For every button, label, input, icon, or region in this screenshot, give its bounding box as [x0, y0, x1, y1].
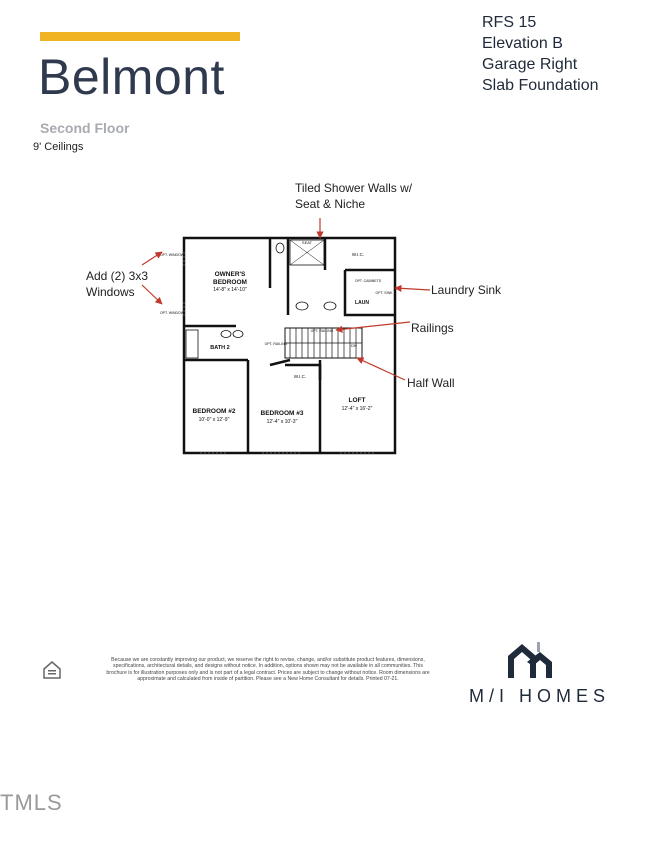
plan-title: Belmont: [38, 49, 225, 105]
opt-cabinets-label: OPT. CABINETS: [354, 279, 382, 283]
loft-label: LOFT: [348, 397, 366, 404]
ceilings-note: 9' Ceilings: [33, 141, 84, 153]
windows-note: [86, 268, 148, 300]
railings-note: Railings: [411, 321, 454, 335]
owners-bedroom-label-2: BEDROOM: [213, 279, 247, 286]
accent-bar: [40, 32, 240, 41]
opt-window-label-1: OPT. WINDOW: [159, 253, 185, 257]
equal-housing-icon: [42, 660, 62, 680]
laundry-sink-note: Laundry Sink: [431, 283, 502, 297]
spec-line-garage: Garage Right: [482, 56, 578, 73]
opt-railing-label-1: OPT. RAILING: [310, 329, 334, 333]
bedroom3-dims: 12'-4" x 10'-3": [266, 419, 298, 425]
windows-note-line-1: Add (2) 3x3: [86, 269, 149, 283]
shower-note-line-2: Seat & Niche: [295, 197, 366, 211]
floor-label: Second Floor: [40, 120, 130, 136]
half-wall-note: Half Wall: [407, 376, 455, 390]
opt-window-label-2: OPT. WINDOW: [159, 311, 185, 315]
spec-line-foundation: Slab Foundation: [482, 77, 599, 94]
windows-note-line-2: Windows: [86, 285, 135, 299]
bedroom3-label: BEDROOM #3: [260, 410, 304, 417]
owners-bedroom-label: OWNER'S: [214, 271, 246, 278]
legal-disclaimer: Because we are constantly improving our product, we reserve the right to revise, change, and/or substitute product features, dimensions, specifications, architectural details, and designs without notice. In addition, options shown may not be available in all communities. This brochure is for illustration purposes only and is not part of a legal contract. Prices are subject to change without notice. Room dimensions are approximate and calculated from inside of partition. Please see a New Home Consultant for details. Printed 07-21.: [106, 657, 430, 683]
seat-label: SEAT: [301, 240, 313, 245]
floor-plan: [140, 170, 520, 470]
wic-label-bedroom3: W.I.C.: [293, 374, 307, 379]
spec-line-rfs: RFS 15: [482, 14, 537, 31]
spec-line-elevation: Elevation B: [482, 35, 563, 52]
owners-bedroom-dims: 14'-8" x 14'-10": [213, 287, 247, 293]
bedroom2-dims: 10'-0" x 12'-9": [198, 417, 230, 423]
laundry-label: LAUN: [355, 300, 369, 306]
shower-note-line-1: Tiled Shower Walls w/: [295, 181, 413, 195]
loft-dims: 12'-4" x 16'-2": [341, 406, 373, 412]
bath2-label: BATH 2: [210, 345, 230, 351]
tmls-watermark: TMLS: [0, 790, 63, 815]
wic-label-master: W.I.C.: [351, 252, 365, 257]
brand-name: M/I HOMES: [469, 686, 611, 706]
opt-railing-label-2: OPT. RAILING: [264, 342, 288, 346]
bedroom2-label: BEDROOM #2: [192, 408, 236, 415]
down-label: DN: [351, 343, 357, 348]
opt-sink-label: OPT. SINK: [375, 291, 393, 295]
spec-block: [482, 12, 599, 96]
